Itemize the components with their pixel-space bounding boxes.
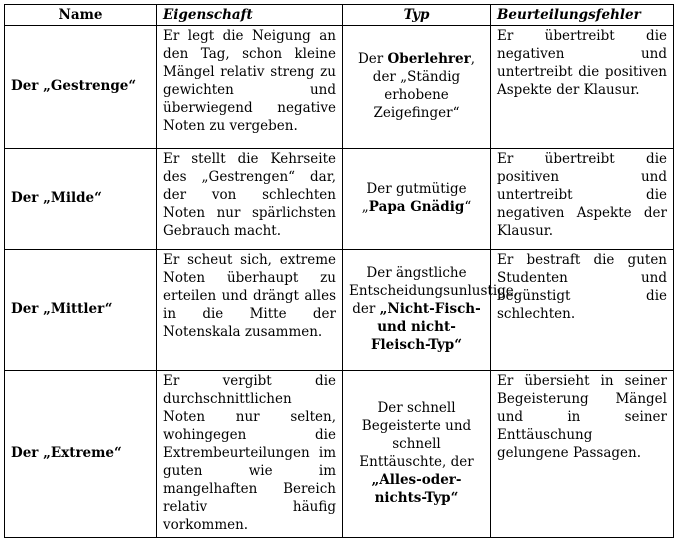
typ-text: Der ängstliche Entscheidungsunlustige, der (349, 265, 519, 317)
header-typ: Typ (343, 5, 491, 26)
typ-emphasis: Oberlehrer (387, 51, 471, 67)
row-beurteilungsfehler: Er bestraft die guten Studenten und begünstigt die schlechten. (491, 250, 674, 371)
table-row (5, 250, 674, 371)
row-eigenschaft: Er stellt die Kehrseite des „Gestrengen“ dar, der von schlechten Noten nur spärlichsten Gebrauch macht. (157, 149, 343, 250)
row-typ (343, 149, 491, 250)
typ-emphasis: „Alles-oder-nichts-Typ“ (371, 472, 462, 506)
row-eigenschaft: Er vergibt die durchschnittlichen Noten nur selten, wohingegen die Extrembeurteilungen im guten wie im mangelhaften Bereich relativ häufig vorkommen. (157, 371, 343, 538)
row-name: Der „Mittler“ (5, 250, 157, 371)
table-row (5, 26, 674, 149)
row-typ (343, 371, 491, 538)
header-beurteilungsfehler: Beurteilungsfehler (491, 5, 674, 26)
beurteilungsfehler-table (4, 4, 674, 538)
row-eigenschaft: Er scheut sich, extreme Noten überhaupt zu erteilen und drängt alles in die Mitte der Notenskala zusammen. (157, 250, 343, 371)
row-beurteilungsfehler: Er übertreibt die positiven und untertreibt die negativen Aspekte der Klausur. (491, 149, 674, 250)
header-eigenschaft: Eigenschaft (157, 5, 343, 26)
header-row (5, 5, 674, 26)
row-beurteilungsfehler: Er übertreibt die negativen und untertreibt die positiven Aspekte der Klausur. (491, 26, 674, 149)
typ-text: Der gutmütige „ (361, 181, 467, 215)
typ-text: “ (464, 199, 472, 215)
row-name: Der „Extreme“ (5, 371, 157, 538)
typ-text: , der „Ständig erhobene Zeigefinger“ (372, 51, 476, 121)
row-typ (343, 250, 519, 371)
typ-emphasis: „Nicht-Fisch-und nicht-Fleisch-Typ“ (370, 301, 481, 353)
row-beurteilungsfehler: Er übersieht in seiner Begeisterung Mängel und in seiner Enttäuschung gelungene Passagen. (491, 371, 674, 538)
row-typ (343, 26, 491, 149)
typ-text: Der (357, 51, 388, 67)
typ-text: Der schnell Begeisterte und schnell Enttäuschte, der (359, 400, 474, 470)
typ-emphasis: Papa Gnädig (368, 199, 465, 215)
header-name: Name (5, 5, 157, 26)
table-row (5, 149, 674, 250)
row-name: Der „Milde“ (5, 149, 157, 250)
row-name: Der „Gestrenge“ (5, 26, 157, 149)
row-eigenschaft: Er legt die Neigung an den Tag, schon kleine Mängel relativ streng zu gewichten und überwiegend negative Noten zu vergeben. (157, 26, 343, 149)
table-row (5, 371, 674, 538)
